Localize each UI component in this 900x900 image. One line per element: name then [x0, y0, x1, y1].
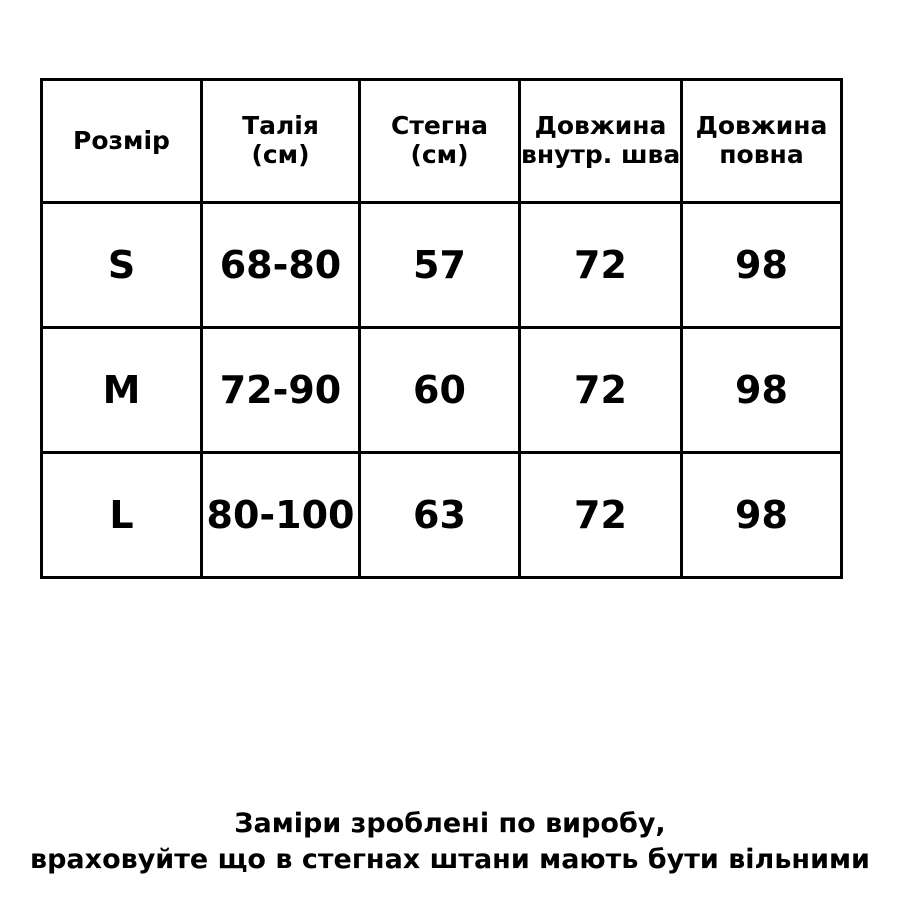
cell-full-length: 98 [682, 453, 842, 578]
measurement-note-line-1: Заміри зроблені по виробу, [234, 808, 666, 839]
column-header-full-length-line2: повна [719, 140, 804, 169]
column-header-inseam-length-line1: Довжина [534, 111, 667, 141]
table-header-row [42, 80, 842, 203]
cell-waist: 68-80 [202, 203, 360, 328]
size-chart-table [40, 78, 843, 579]
cell-inseam: 72 [520, 328, 682, 453]
table-header [42, 80, 842, 203]
measurement-note [0, 806, 900, 879]
cell-waist: 72-90 [202, 328, 360, 453]
cell-size: L [42, 453, 202, 578]
measurement-note-line-2: враховуйте що в стегнах штани мають бути вільними [30, 844, 870, 876]
column-header-inseam-length-line2: внутр. шва [521, 140, 681, 169]
table-row [42, 453, 842, 578]
column-header-waist-line1: Талія [242, 111, 319, 141]
cell-size: M [42, 328, 202, 453]
column-header-waist-line2: (см) [251, 140, 310, 169]
cell-hips: 60 [360, 328, 520, 453]
table-body [42, 203, 842, 578]
column-header-full-length-line1: Довжина [695, 111, 828, 141]
cell-full-length: 98 [682, 203, 842, 328]
column-header-hips-line1: Стегна [391, 111, 488, 141]
column-header-inseam-length [520, 80, 682, 203]
column-header-full-length [682, 80, 842, 203]
cell-inseam: 72 [520, 203, 682, 328]
cell-waist: 80-100 [202, 453, 360, 578]
cell-size: S [42, 203, 202, 328]
cell-inseam: 72 [520, 453, 682, 578]
column-header-size-line1: Розмір [73, 125, 170, 155]
column-header-waist [202, 80, 360, 203]
column-header-hips-line2: (см) [410, 140, 469, 169]
cell-hips: 63 [360, 453, 520, 578]
cell-hips: 57 [360, 203, 520, 328]
table-row [42, 328, 842, 453]
cell-full-length: 98 [682, 328, 842, 453]
table-row [42, 203, 842, 328]
column-header-hips [360, 80, 520, 203]
column-header-size [42, 80, 202, 203]
